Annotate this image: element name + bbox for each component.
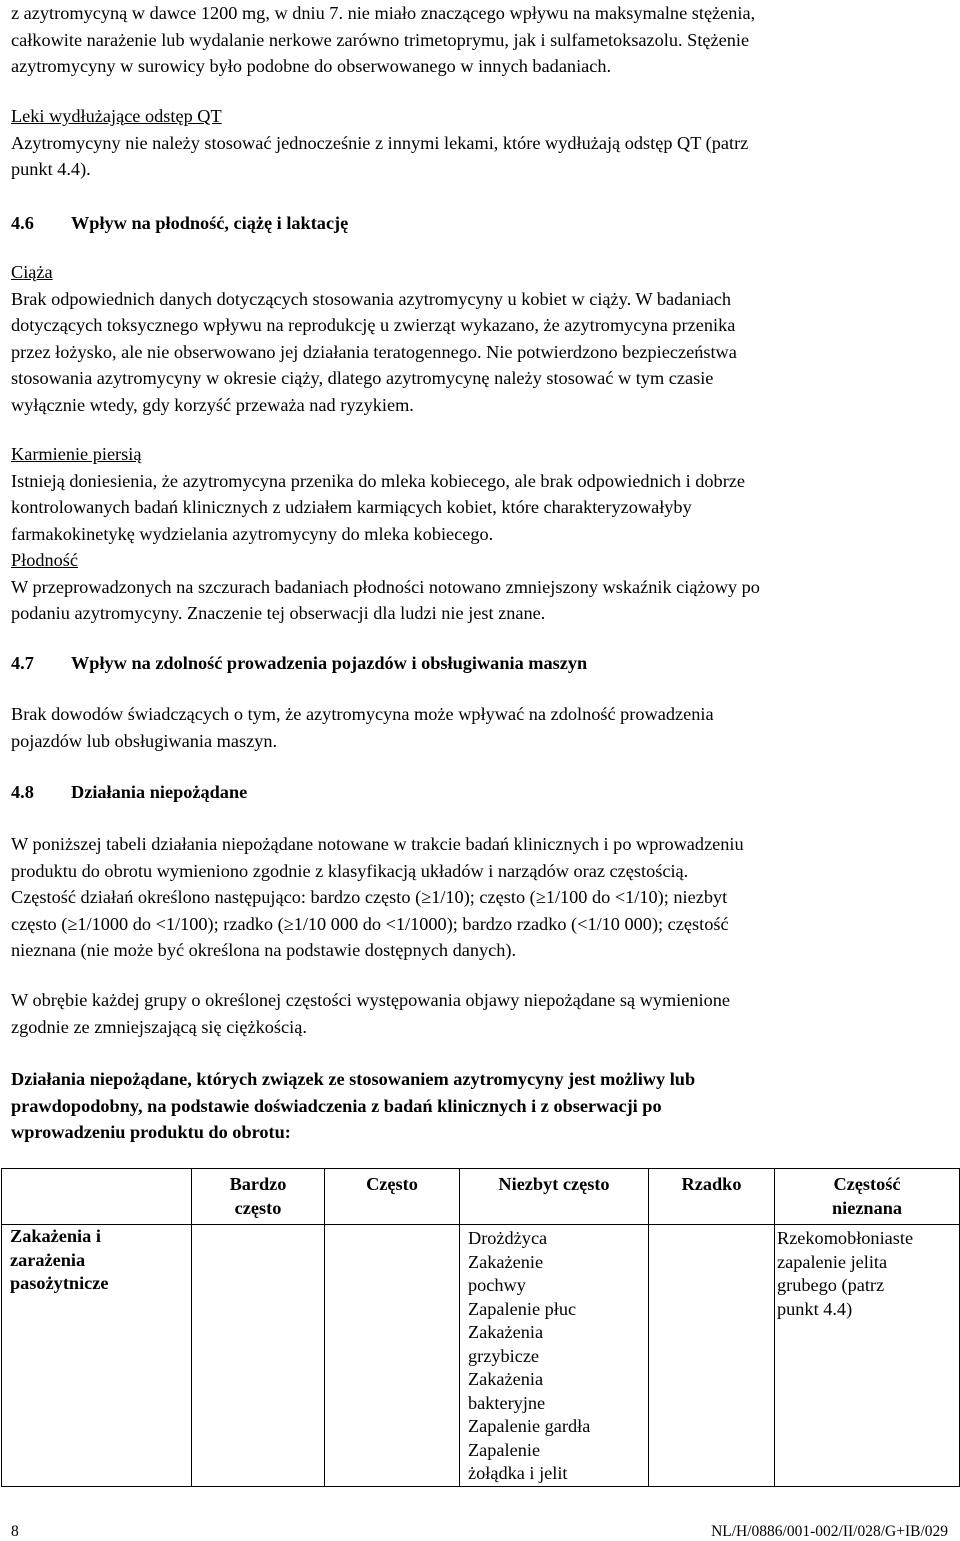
text-line: z azytromycyną w dawce 1200 mg, w dniu 7. nie miało znaczącego wpływu na maksymalne stężenia, [11, 3, 756, 23]
breastfeeding-subsection [11, 441, 946, 627]
frequency-paragraph [11, 831, 946, 964]
text-line: W poniższej tabeli działania niepożądane notowane w trakcie badań klinicznych i po wprowadzeniu [11, 834, 744, 854]
subsection-heading: Karmienie piersią [11, 444, 142, 464]
table-header-cell: Bardzo często [192, 1169, 325, 1225]
table-category-cell: Zakażenia i zarażenia pasożytnicze [2, 1225, 192, 1487]
table-header-cell: Rzadko [649, 1169, 775, 1225]
text-line: prawdopodobny, na podstawie doświadczenia z badań klinicznych i z obserwacji po [11, 1095, 662, 1116]
table-row [2, 1225, 960, 1487]
driving-paragraph [11, 701, 946, 754]
text-line: W przeprowadzonych na szczurach badaniach płodności notowano zmniejszony wskaźnik ciążowy po [11, 576, 760, 597]
table-cell: Rzekomobłoniaste zapalenie jelita grubego (patrz punkt 4.4) [775, 1225, 960, 1487]
section-title: Wpływ na zdolność prowadzenia pojazdów i obsługiwania maszyn [71, 653, 588, 673]
text-line: dotyczących toksycznego wpływu na reprodukcję u zwierząt wykazano, że azytromycyna przenika [11, 315, 736, 335]
text-line: W obrębie każdej grupy o określonej częstości występowania objawy niepożądane są wymienione [11, 990, 730, 1010]
section-heading-4-6 [11, 210, 946, 237]
table-title [11, 1066, 946, 1146]
text-line: kontrolowanych badań klinicznych z udziałem karmiących kobiet, które charakteryzowałyby [11, 497, 692, 517]
text-line: nieznana (nie może być określona na podstawie dostępnych danych). [11, 940, 517, 960]
text-line: azytromycyny w surowicy było podobne do obserwowanego w innych badaniach. [11, 56, 612, 76]
text-line: Brak dowodów świadczących o tym, że azytromycyna może wpływać na zdolność prowadzenia [11, 704, 714, 724]
section-heading-4-7 [11, 650, 946, 677]
text-line: wprowadzeniu produktu do obrotu: [11, 1122, 291, 1142]
subsection-heading: Ciąża [11, 262, 53, 282]
text-line: Częstość działań określono następująco: bardzo często (≥1/10); często (≥1/100 do <1/10); niezbyt [11, 887, 728, 907]
table-header-cell: Niezbyt często [460, 1169, 649, 1225]
table-cell [192, 1225, 325, 1487]
subsection-heading: Płodność [11, 550, 79, 570]
subsection-heading: Leki wydłużające odstęp QT [11, 106, 222, 126]
text-line: punkt 4.4). [11, 159, 91, 179]
intro-paragraph [11, 0, 946, 80]
table-cell [325, 1225, 460, 1487]
pregnancy-subsection [11, 259, 946, 418]
text-line: całkowite narażenie lub wydalanie nerkowe zarówno trimetoprymu, jak i sulfametoksazolu. Stężenie [11, 29, 750, 50]
page-number: 8 [11, 1523, 19, 1540]
section-title: Wpływ na płodność, ciążę i laktację [71, 213, 349, 233]
table-header-cell [2, 1169, 192, 1225]
section-heading-4-8 [11, 779, 946, 806]
text-line: produktu do obrotu wymieniono zgodnie z klasyfikacją układów i narządów oraz częstością. [11, 860, 689, 881]
document-code: NL/H/0886/001-002/II/028/G+IB/029 [711, 1523, 948, 1540]
section-number: 4.8 [11, 782, 34, 802]
text-line: Azytromycyny nie należy stosować jednocześnie z innymi lekami, które wydłużają odstęp QT (patrz [11, 132, 749, 153]
text-line: często (≥1/1000 do <1/100); rzadko (≥1/10 000 do <1/1000); bardzo rzadko (<1/10 000); częstość [11, 913, 729, 934]
section-title: Działania niepożądane [71, 782, 248, 802]
text-line: farmakokinetykę wydzielania azytromycyny do mleka kobiecego. [11, 523, 494, 544]
table-header-cell: Często [325, 1169, 460, 1225]
table-header-cell: Częstość nieznana [775, 1169, 960, 1225]
text-line: Brak odpowiednich danych dotyczących stosowania azytromycyny u kobiet w ciąży. W badaniach [11, 288, 732, 309]
text-line: stosowania azytromycyny w okresie ciąży, dlatego azytromycynę należy stosować w tym czasie [11, 368, 714, 388]
section-number: 4.6 [11, 213, 34, 233]
text-line: podaniu azytromycyny. Znaczenie tej obserwacji dla ludzi nie jest znane. [11, 603, 546, 623]
text-line: pojazdów lub obsługiwania maszyn. [11, 730, 278, 751]
section-number: 4.7 [11, 653, 34, 673]
table-header-row [2, 1169, 960, 1225]
text-line: Istnieją doniesienia, że azytromycyna przenika do mleka kobiecego, ale brak odpowiednich i dobrze [11, 470, 746, 491]
text-line: wyłącznie wtedy, gdy korzyść przeważa nad ryzykiem. [11, 394, 414, 415]
adverse-effects-table [1, 1168, 960, 1487]
text-line: zgodnie ze zmniejszającą się ciężkością. [11, 1016, 307, 1037]
text-line: Działania niepożądane, których związek ze stosowaniem azytromycyny jest możliwy lub [11, 1069, 696, 1089]
table-cell: Drożdżyca Zakażenie pochwy Zapalenie płuc Zakażenia grzybicze Zakażenia bakteryjne Zapalenie gardła Zapalenie żołądka i jelit [460, 1225, 649, 1487]
table-cell [649, 1225, 775, 1487]
qt-subsection [11, 103, 946, 183]
text-line: przez łożysko, ale nie obserwowano jej działania teratogennego. Nie potwierdzono bezpieczeństwa [11, 341, 737, 362]
severity-paragraph [11, 987, 946, 1040]
